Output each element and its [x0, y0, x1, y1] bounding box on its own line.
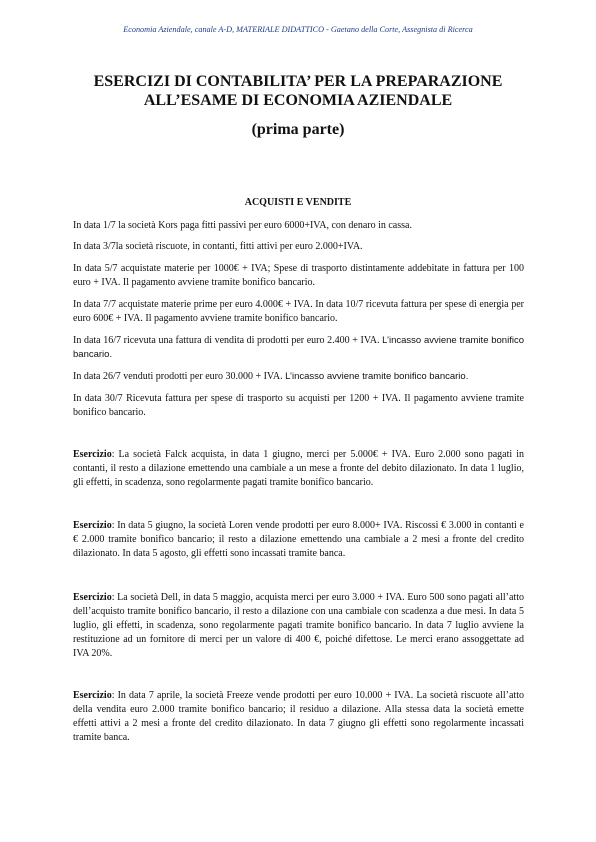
- exercise-label: Esercizio: [73, 449, 112, 460]
- document-title: [40, 72, 556, 110]
- operation-6-text: In data 26/7 venduti prodotti per euro 30.000 + IVA.: [73, 371, 283, 382]
- operation-6: [73, 370, 524, 384]
- exercise-label: Esercizio: [73, 592, 112, 603]
- operation-7: In data 30/7 Ricevuta fattura per spese di trasporto su acquisti per 1200 + IVA. Il pagamento avviene tramite bonifico bancario.: [73, 393, 524, 418]
- exercise-text: : La società Falck acquista, in data 1 giugno, merci per 5.000€ + IVA. Euro 2.000 sono pagati in contanti, il resto a dilazione emettendo una cambiale a un mese a fronte del debito dilazionato. In data 1 luglio, gli effetti, in scadenza, sono regolarmente pagati tramite bonifico bancario.: [73, 449, 524, 488]
- exercise-text: : In data 7 aprile, la società Freeze vende prodotti per euro 10.000 + IVA. La società riscuote all’atto della vendita euro 2.000 tramite bonifico bancario; il residuo a dilazione. Alla stessa data la società emette effetti attivi a 2 mesi a fronte del credito dilazionato. In data 7 giugno gli effetti sono regolarmente incassati tramite banca.: [73, 690, 524, 743]
- operation-2: In data 3/7la società riscuote, in contanti, fitti attivi per euro 2.000+IVA.: [73, 241, 363, 252]
- operation-5-payment: L’incasso avviene tramite bonifico bancario.: [73, 335, 524, 360]
- title-line-2: ALL’ESAME DI ECONOMIA AZIENDALE: [143, 92, 453, 109]
- exercise-4: [73, 689, 524, 745]
- exercise-label: Esercizio: [73, 690, 112, 701]
- operation-5-text: In data 16/7 ricevuta una fattura di vendita di prodotti per euro 2.400 + IVA.: [73, 335, 380, 346]
- exercise-2: [73, 519, 524, 561]
- operation-5: [73, 334, 524, 362]
- operation-6-payment: L’incasso avviene tramite bonifico bancario.: [285, 371, 469, 382]
- title-line-1: ESERCIZI DI CONTABILITA’ PER LA PREPARAZIONE: [93, 73, 503, 90]
- operation-1: In data 1/7 la società Kors paga fitti passivi per euro 6000+IVA, con denaro in cassa.: [73, 220, 412, 231]
- operation-3: In data 5/7 acquistate materie per 1000€ + IVA; Spese di trasporto distintamente addebitate in fattura per 100 euro + IVA. Il pagamento avviene tramite bonifico bancario.: [73, 263, 524, 288]
- exercise-text: : In data 5 giugno, la società Loren vende prodotti per euro 8.000+ IVA. Riscossi € 3.000 in contanti e € 2.000 tramite bonifico bancario; il resto a dilazione emettendo una cambiale a 2 mesi a fronte del credito dilazionato. In data 5 agosto, gli effetti sono incassati tramite banca.: [73, 520, 524, 559]
- page-header: Economia Aziendale, canale A-D, MATERIALE DIDATTICO - Gaetano della Corte, Assegnista di Ricerca: [123, 25, 473, 34]
- exercise-3: [73, 591, 524, 661]
- document-subtitle: (prima parte): [251, 121, 345, 138]
- exercise-1: [73, 448, 524, 490]
- section-title: ACQUISTI E VENDITE: [244, 197, 352, 208]
- operation-4: In data 7/7 acquistate materie prime per euro 4.000€ + IVA. In data 10/7 ricevuta fattura per spese di energia per euro 600€ + IVA. Il pagamento avviene tramite bonifico bancario.: [73, 299, 524, 324]
- exercise-text: : La società Dell, in data 5 maggio, acquista merci per euro 3.000 + IVA. Euro 500 sono pagati all’atto dell’acquisto tramite bonifico bancario, il resto a dilazione con una cambiale con scadenza a due mesi. In data 5 luglio, gli effetti, in scadenza, sono regolarmente pagati tramite bonifico bancario. In data 7 luglio avviene la restituzione ad un fornitore di merci per un valore di 400 €, poiché difettose. Le merci erano assoggettate ad IVA 20%.: [73, 592, 524, 659]
- exercise-label: Esercizio: [73, 520, 112, 531]
